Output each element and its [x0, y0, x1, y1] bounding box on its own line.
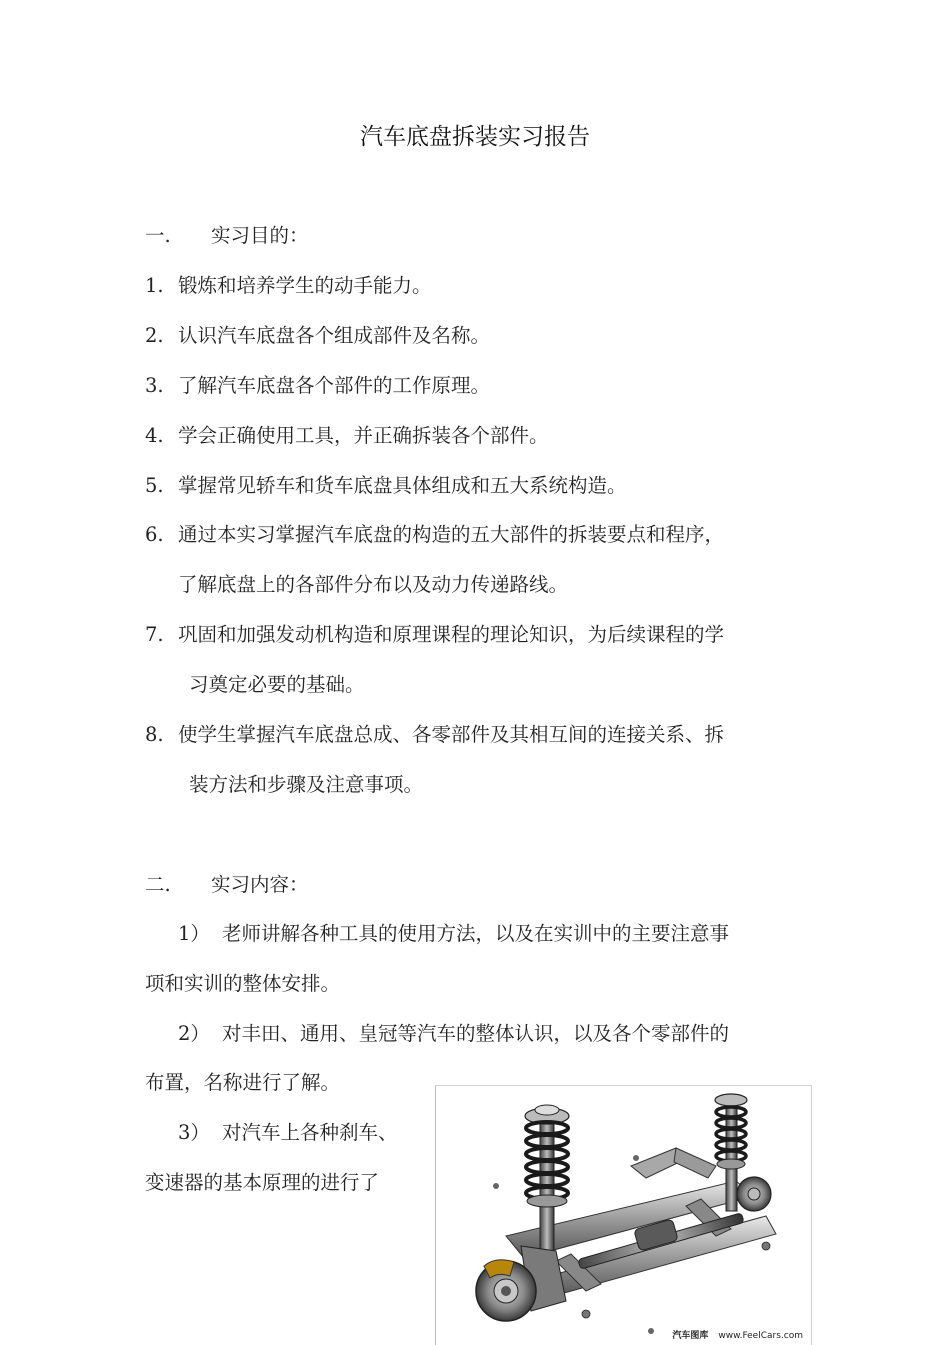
- content-text: 对丰田、通用、皇冠等汽车的整体认识，以及各个零部件的: [222, 1022, 730, 1045]
- chassis-illustration: [436, 1086, 811, 1345]
- goal-text: 学会正确使用工具，并正确拆装各个部件。: [178, 424, 549, 447]
- goal-item-6-continuation: 了解底盘上的各部件分布以及动力传递路线。: [178, 573, 569, 596]
- goal-number: 7.: [145, 623, 164, 646]
- goal-item-7: [145, 621, 724, 649]
- goal-text: 通过本实习掌握汽车底盘的构造的五大部件的拆装要点和程序，: [178, 523, 725, 546]
- goal-item-8: [145, 721, 724, 749]
- goal-number: 6.: [145, 523, 164, 546]
- caption-url: www.FeelCars.com: [718, 1331, 803, 1341]
- section-number: 二.: [145, 873, 171, 896]
- content-item-1: [178, 920, 729, 948]
- goal-item-6: [145, 521, 724, 549]
- goal-item-1: [145, 272, 432, 300]
- goal-item-2: [145, 322, 490, 350]
- goal-item-8-continuation: 装方法和步骤及注意事项。: [189, 773, 424, 796]
- goal-item-4: [145, 422, 549, 450]
- goal-text: 掌握常见轿车和货车底盘具体组成和五大系统构造。: [178, 474, 627, 497]
- goal-number: 3.: [145, 374, 164, 397]
- goal-text: 使学生掌握汽车底盘总成、各零部件及其相互间的连接关系、拆: [178, 723, 725, 746]
- goal-text: 锻炼和培养学生的动手能力。: [178, 274, 432, 297]
- goal-item-3: [145, 372, 490, 400]
- goal-number: 2.: [145, 324, 164, 347]
- content-number: 1）: [178, 922, 210, 945]
- goal-number: 5.: [145, 474, 164, 497]
- goal-text: 认识汽车底盘各个组成部件及名称。: [178, 324, 491, 347]
- goal-number: 1.: [145, 274, 164, 297]
- content-item-3: [178, 1119, 398, 1147]
- caption-source: 汽车图库: [672, 1331, 709, 1341]
- content-number: 3）: [178, 1121, 210, 1144]
- chassis-figure: [435, 1085, 812, 1345]
- content-item-1-continuation: 项和实训的整体安排。: [145, 972, 341, 995]
- content-number: 2）: [178, 1022, 210, 1045]
- goal-item-7-continuation: 习奠定必要的基础。: [189, 673, 365, 696]
- goal-number: 4.: [145, 424, 164, 447]
- goal-item-5: [145, 472, 627, 500]
- section-title: 实习目的：: [211, 224, 309, 247]
- document-title: 汽车底盘拆装实习报告: [360, 124, 590, 150]
- section-2-heading: [145, 871, 309, 899]
- section-title: 实习内容：: [211, 873, 309, 896]
- figure-caption: [672, 1328, 803, 1341]
- section-1-heading: [145, 222, 309, 250]
- content-item-2: [178, 1020, 729, 1048]
- content-item-3-continuation: 变速器的基本原理的进行了: [145, 1171, 380, 1194]
- goal-text: 巩固和加强发动机构造和原理课程的理论知识，为后续课程的学: [178, 623, 725, 646]
- content-text: 老师讲解各种工具的使用方法，以及在实训中的主要注意事: [222, 922, 730, 945]
- content-item-2-continuation: 布置，名称进行了解。: [145, 1071, 341, 1094]
- goal-text: 了解汽车底盘各个部件的工作原理。: [178, 374, 491, 397]
- content-text: 对汽车上各种刹车、: [222, 1121, 398, 1144]
- goal-number: 8.: [145, 723, 164, 746]
- section-number: 一.: [145, 224, 171, 247]
